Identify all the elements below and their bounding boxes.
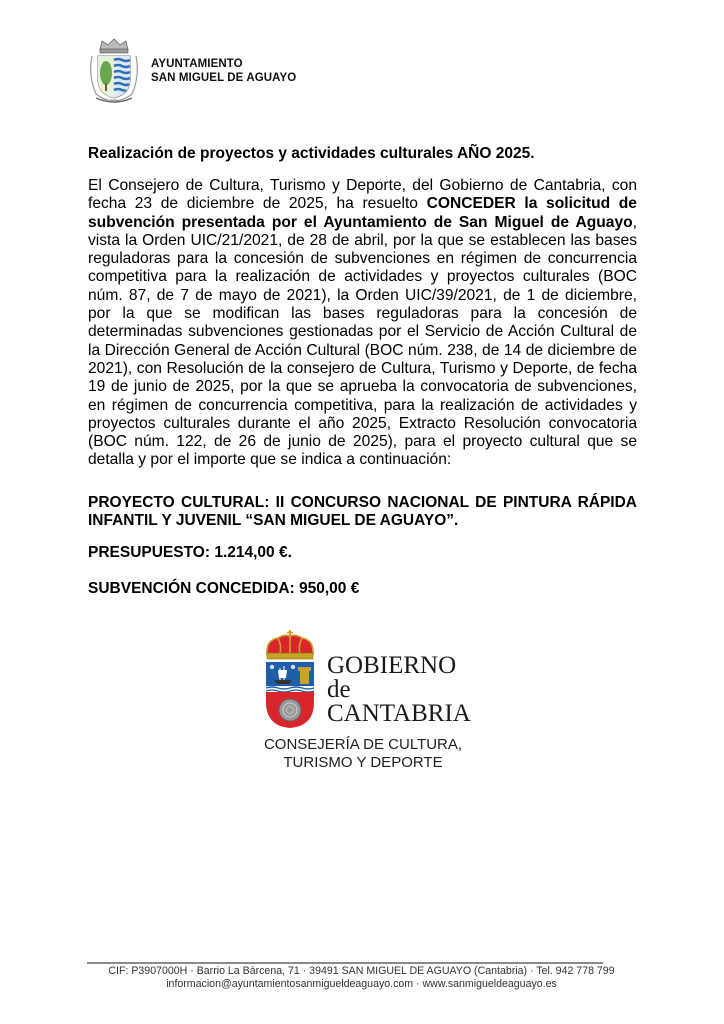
government-logo-line2: de xyxy=(327,676,351,703)
footer-contact: informacion@ayuntamientosanmigueldeaguayo.com · www.sanmigueldeaguayo.es xyxy=(166,978,557,990)
paragraph-text-intro: El Consejero de Cultura, Turismo y Deporte, del Gobierno de Cantabria, con fecha 23 de diciembre de 2025, ha resuelto xyxy=(88,177,637,213)
granted-subsidy-amount: SUBVENCIÓN CONCEDIDA: 950,00 € xyxy=(88,580,360,597)
government-logo-text xyxy=(327,654,471,726)
footer-divider xyxy=(87,962,603,964)
government-logo-line3: CANTABRIA xyxy=(327,700,471,727)
resolution-paragraph xyxy=(88,177,637,470)
department-name-line2: TURISMO Y DEPORTE xyxy=(283,754,443,771)
paragraph-text-resolution: CONCEDER la solicitud de subvención presentada por el Ayuntamiento de San Miguel de Aguayo xyxy=(88,195,637,231)
project-title: PROYECTO CULTURAL: II CONCURSO NACIONAL DE PINTURA RÁPIDA INFANTIL Y JUVENIL “SAN MIGUEL DE AGUAYO”. xyxy=(88,494,637,530)
department-name-line1: CONSEJERÍA DE CULTURA, xyxy=(263,736,463,753)
municipal-coat-of-arms-icon xyxy=(86,36,142,106)
paragraph-text-legal-basis: , vista la Orden UIC/21/2021, de 28 de abril, por la que se establecen las bases reguladoras para la concesión de subvenciones en régimen de concurrencia competitiva para la realización de actividades y proyectos culturales (BOC núm. 87, de 7 de mayo de 2021), la Orden UIC/39/2021, de 1 de diciembre, por la que se modifican las bases reguladoras para la concesión de determinadas subvenciones gestionadas por el Servicio de Acción Cultural de la Dirección General de Acción Cultural (BOC núm. 238, de 14 de diciembre de 2021), con Resolución de la consejero de Cultura, Turismo y Deporte, de fecha 19 de junio de 2025, por la que se aprueba la convocatoria de subvenciones, en régimen de concurrencia competitiva, para la realización de actividades y proyectos culturales durante el año 2025, Extracto Resolución convocatoria (BOC núm. 122, de 26 de junio de 2025), para el proyecto cultural que se detalla y por el importe que se indica a continuación: xyxy=(88,213,637,469)
budget-amount: PRESUPUESTO: 1.214,00 €. xyxy=(88,544,292,561)
footer-address: CIF: P3907000H · Barrio La Bárcena, 71 · 39491 SAN MIGUEL DE AGUAYO (Cantabria) · Tel. 942 778 799 xyxy=(108,965,615,977)
department-name xyxy=(240,736,486,772)
cantabria-coat-of-arms-icon xyxy=(262,630,318,730)
municipality-name-line2: SAN MIGUEL DE AGUAYO xyxy=(151,72,297,84)
municipality-name xyxy=(151,57,296,85)
document-title: Realización de proyectos y actividades culturales AÑO 2025. xyxy=(88,145,535,162)
municipality-name-line1: AYUNTAMIENTO xyxy=(151,58,243,70)
government-logo-line1: GOBIERNO xyxy=(327,652,457,679)
